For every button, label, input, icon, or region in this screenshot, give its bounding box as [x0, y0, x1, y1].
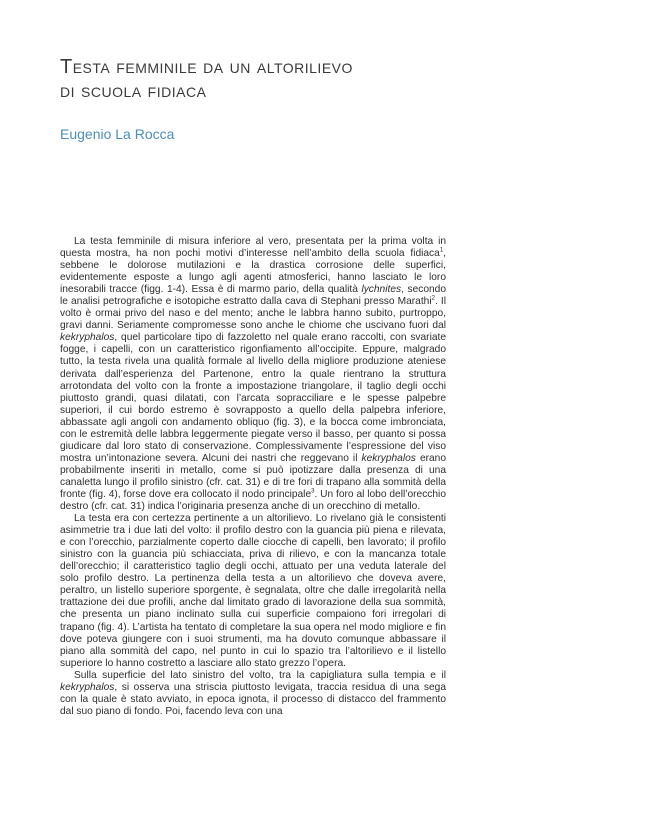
- text-run: Sulla superficie del lato sinistro del volto, tra la capigliatura sulla tempia e il: [74, 669, 446, 681]
- text-run: . Il volto è ormai privo del naso e del mento; anche le labbra hanno subito, purtroppo, gravi danni. Seriamente compromesse sono anche le chiome che uscivano fuori dal: [60, 296, 446, 332]
- text-run: , quel particolare tipo di fazzoletto nel quale erano raccolti, con svariate fogge, i capelli, con un caratteristico rigonfiamento all’occipite. Eppure, malgrado tutto, la testa rivela una qualità formale al livello della migliore produzione ateniese derivata dall’esperienza del Partenone, entro la quale rientrano la struttura arrotondata del volto con la fronte a impostazione triangolare, il taglio degli occhi piuttosto grandi, quasi dilatati, con l’arcata sopracciliare e le spesse palpebre superiori, il cui bordo estremo è sovrapposto a quello della palpebra inferiore, abbassate agli angoli con andamento obliquo (fig. 3), e la bocca come imbronciata, con le estremità delle labbra leggermente piegate verso il basso, per quanto si possa giudicare dal loro stato di conservazione. Complessivamente l’espressione del viso mostra un’intonazione severa. Alcuni dei nastri che reggevano il: [60, 332, 446, 464]
- text-run: La testa era con certezza pertinente a un altorilievo. Lo rivelano già le consistenti asimmetrie tra i due lati del volto: il profilo destro con la guancia più piena e rilevata, e con l’orecchio, parzialmente coperto dalle ciocche di capelli, ben lavorato; il profilo sinistro con la guancia più schiacciata, priva di rilievo, e con la mancanza totale dell’orecchio; il caratteristico taglio degli occhi, attuato per una veduta laterale del solo profilo destro. La pertinenza della testa a un altorilievo che doveva avere, peraltro, un listello superiore sporgente, è segnalata, oltre che dalle irregolarità nella trattazione dei due profili, anche dal limitato grado di lavorazione della sua sommità, che presenta un piano inclinato sulla cui superficie compaiono fori irregolari di trapano (fig. 4). L’artista ha tentato di completare la sua opera nel modo migliore e fin dove poteva giungere con i suoi strumenti, ma ha dovuto comunque abbassare il piano alla sommità del capo, nel punto in cui lo spazio tra l’altorilievo e il listello superiore lo hanno costretto a lasciare allo stato grezzo l’opera.: [60, 513, 446, 669]
- text-run: , si osserva una striscia piuttosto levigata, traccia residua di una sega con la quale è stato avviato, in epoca ignota, il processo di distacco del frammento dal suo piano di fondo. Poi, facendo leva con una: [60, 681, 446, 717]
- article-body: [60, 236, 446, 718]
- italic-term: lychnites: [361, 284, 402, 296]
- footnote-marker: 1: [439, 247, 444, 254]
- italic-term: kekryphalos: [60, 332, 115, 344]
- italic-term: kekryphalos: [361, 452, 416, 464]
- footnote-marker: 2: [431, 295, 435, 302]
- article-title: [60, 55, 480, 103]
- body-paragraph: [60, 236, 446, 513]
- text-run: , secondo le analisi petrografiche e isotopiche estratto dalla cava di Stephani presso Marathi: [60, 284, 446, 308]
- text-run: La testa femminile di misura inferiore al vero, presentata per la prima volta in questa mostra, ha non pochi motivi d’interesse nell’ambito della scuola fidiaca: [60, 236, 446, 260]
- footnote-marker: 3: [311, 488, 315, 495]
- italic-term: kekryphalos: [60, 681, 115, 693]
- article-author: Eugenio La Rocca: [60, 126, 175, 142]
- article-title-line-2: di scuola fidiaca: [60, 80, 207, 102]
- body-paragraph: [60, 670, 446, 718]
- body-paragraph: [60, 513, 446, 670]
- article-title-line-1: Testa femminile da un altorilievo: [60, 56, 353, 78]
- text-run: , sebbene le dolorose mutilazioni e la drastica corrosione delle superfici, evidentemente esposte a lungo agli agenti atmosferici, hanno lasciato le loro inesorabili tracce (figg. 1-4). Essa è di marmo pario, della qualità: [60, 248, 446, 296]
- text-run: . Un foro al lobo dell’orecchio destro (cfr. cat. 31) indica l’originaria presenza anche di un orecchino di metallo.: [60, 488, 446, 513]
- text-run: erano probabilmente inseriti in metallo, come si può ipotizzare dalla presenza di una canaletta lungo il profilo sinistro (cfr. cat. 31) e di tre fori di trapano alla sommità della fronte (fig. 4), forse dove era collocato il nodo principale: [60, 452, 446, 500]
